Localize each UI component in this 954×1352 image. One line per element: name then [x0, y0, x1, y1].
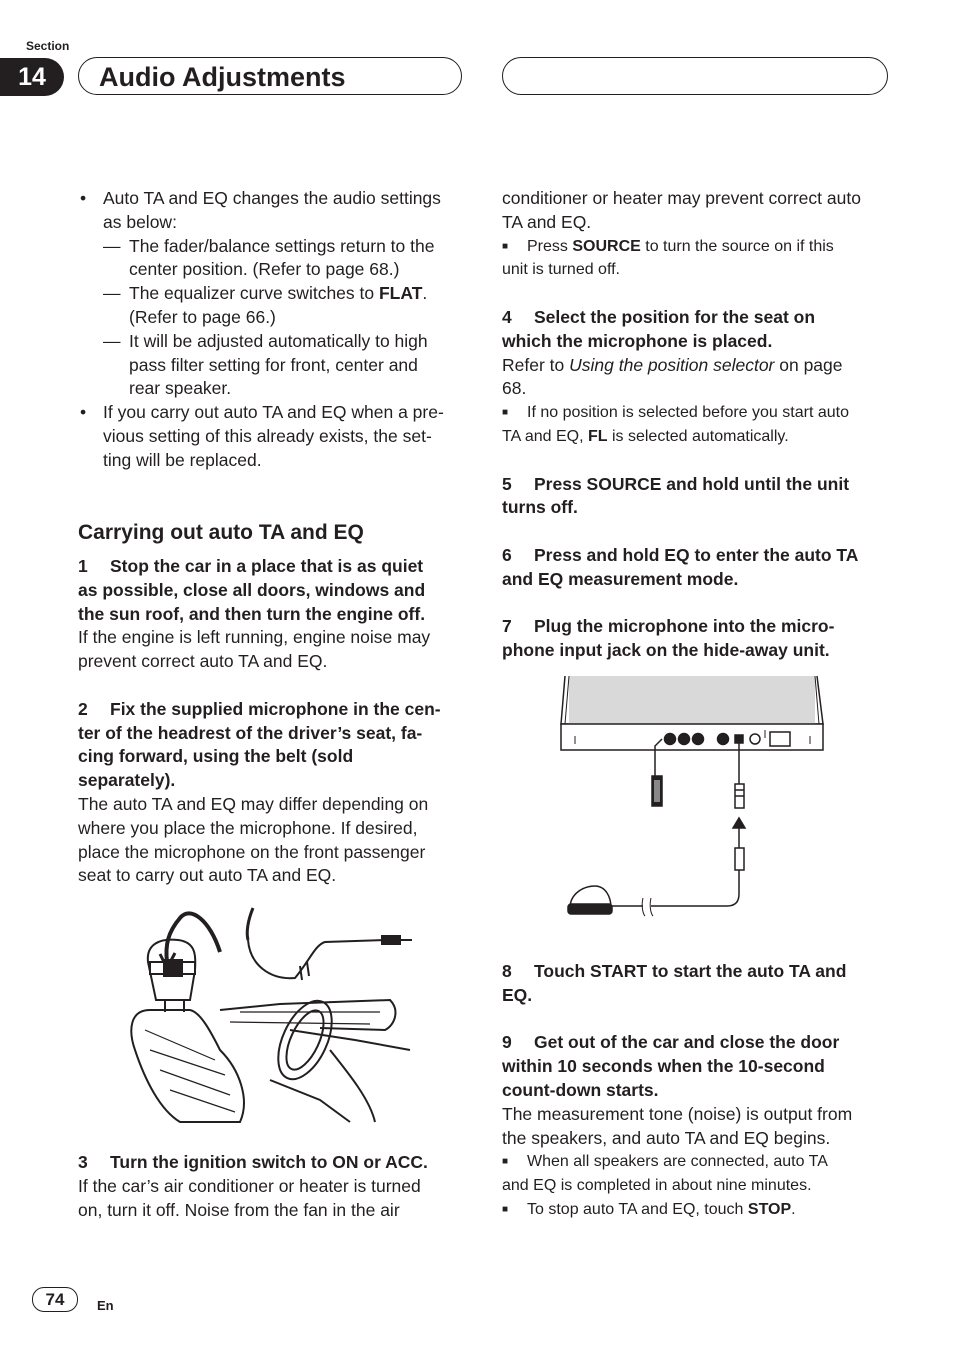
section-label: Section — [26, 39, 70, 53]
step-6-heading: 6 Press and hold EQ to enter the auto TA and EQ measurement mode. — [502, 544, 859, 589]
step-3-heading: 3 Turn the ignition switch to ON or ACC. — [78, 1152, 428, 1172]
hide-away-unit-illustration — [555, 676, 835, 926]
note-no-position: ■ If no position is selected before you start auto TA and EQ, FL is selected automatically. — [502, 404, 849, 445]
step-2-text: The auto TA and EQ may differ depending on where you place the microphone. If desired, place the microphone on the front passenger seat to carry out auto TA and EQ. — [78, 793, 429, 886]
step-4-heading: 4 Select the position for the seat on which the microphone is placed. — [502, 306, 816, 351]
dash-item-high-pass: — It will be adjusted automatically to high pass filter setting for front, center and rear speaker. — [103, 330, 428, 399]
bullet-auto-ta-changes: • Auto TA and EQ changes the audio settings as below: — [78, 187, 470, 235]
step-2-heading: 2 Fix the supplied microphone in the cen- ter of the headrest of the driver’s seat, fa- cing forward, using the belt (sold separately). — [78, 698, 441, 791]
right-column-bottom — [502, 960, 894, 1222]
headrest-microphone-illustration — [120, 900, 420, 1130]
page-number: 74 — [32, 1287, 78, 1312]
step-5-heading: 5 Press SOURCE and hold until the unit turns off. — [502, 473, 850, 518]
section-number: 14 — [0, 58, 64, 96]
note-all-speakers: ■ When all speakers are connected, auto TA and EQ is completed in about nine minutes. — [502, 1153, 828, 1195]
dash-item-fader: — The fader/balance settings return to the center position. (Refer to page 68.) — [103, 235, 435, 280]
page-title: Audio Adjustments — [99, 62, 346, 92]
step-7-heading: 7 Plug the microphone into the micro- phone input jack on the hide-away unit. — [502, 616, 835, 661]
dash-item-equalizer: — The equalizer curve switches to FLAT. (Refer to page 66.) — [103, 283, 428, 327]
subheading: Carrying out auto TA and EQ — [78, 521, 364, 544]
left-column-steps — [78, 519, 470, 888]
note-stop: ■ To stop auto TA and EQ, touch STOP. — [502, 1200, 796, 1218]
language-label: En — [97, 1298, 114, 1313]
right-column-top — [502, 187, 894, 663]
left-column-bottom — [78, 1151, 470, 1222]
bullet-previous-setting: • If you carry out auto TA and EQ when a pre- vious setting of this already exists, the set- ting will be replaced. — [78, 401, 470, 472]
left-column-top — [78, 187, 470, 473]
step-9-heading: 9 Get out of the car and close the door within 10 seconds when the 10-second count-down starts. — [502, 1032, 840, 1100]
step-4-text: Refer to Using the position selector on page 68. — [502, 354, 843, 399]
step-3-continued: conditioner or heater may prevent correct auto TA and EQ. — [502, 188, 861, 232]
note-press-source: ■ Press SOURCE to turn the source on if this unit is turned off. — [502, 237, 834, 279]
step-8-heading: 8 Touch START to start the auto TA and EQ. — [502, 961, 847, 1005]
step-3-text: If the car’s air conditioner or heater is turned on, turn it off. Noise from the fan in the air — [78, 1175, 421, 1220]
header-blank-frame — [502, 57, 888, 95]
step-9-text: The measurement tone (noise) is output from the speakers, and auto TA and EQ begins. — [502, 1103, 853, 1148]
step-1-text: If the engine is left running, engine noise may prevent correct auto TA and EQ. — [78, 627, 431, 672]
step-1-heading: 1 Stop the car in a place that is as quiet as possible, close all doors, windows and the sun roof, and then turn the engine off. — [78, 556, 426, 624]
